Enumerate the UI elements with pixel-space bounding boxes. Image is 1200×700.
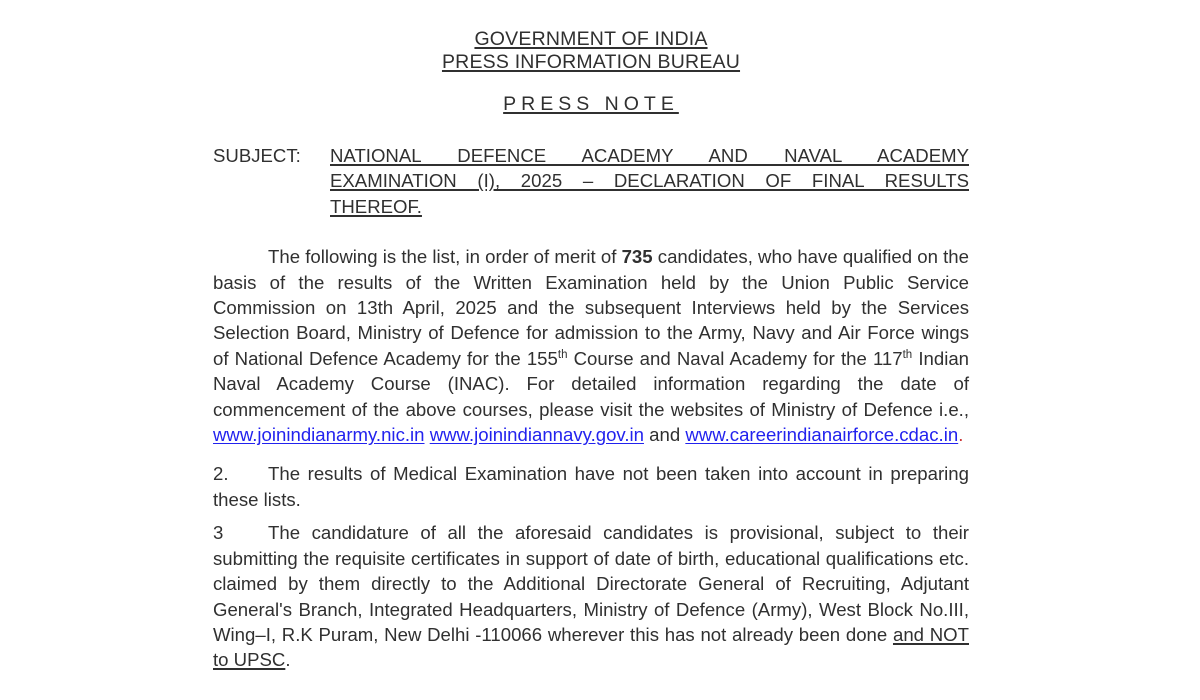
career-indian-airforce-link[interactable]: www.careerindianairforce.cdac.in xyxy=(685,424,959,446)
press-note-heading: PRESS NOTE xyxy=(503,93,679,115)
subject-line-3-text: THEREOF. xyxy=(330,195,422,217)
not-to-upsc-emphasis: and NOT to UPSC xyxy=(213,623,969,671)
ordinal-superscript-117: th xyxy=(902,348,913,361)
para1-text-5: and xyxy=(643,424,686,446)
press-note-document xyxy=(213,28,969,673)
ordinal-superscript-155: th xyxy=(557,348,568,361)
subject-line-1-text: NATIONAL DEFENCE ACADEMY AND NAVAL ACADEMY xyxy=(330,145,969,166)
para1-text-4: Indian Naval Academy Course (INAC). For detailed information regarding the date of commencement of the above courses, please visit the websites of Ministry of Defence i.e., xyxy=(213,347,970,420)
subject-line-3 xyxy=(330,194,969,219)
para2-number: 2. xyxy=(213,463,229,485)
paragraph-3 xyxy=(213,520,969,672)
para2-text: The results of Medical Examination have not been taken into account in preparing these lists. xyxy=(213,463,969,510)
join-indian-navy-link[interactable]: www.joinindiannavy.gov.in xyxy=(429,424,644,446)
header-line-2 xyxy=(213,51,969,74)
join-indian-army-link[interactable]: www.joinindianarmy.nic.in xyxy=(213,424,425,446)
paragraph-1 xyxy=(213,244,969,447)
subject-line-2-text: EXAMINATION (I), 2025 – DECLARATION OF FINAL RESULTS xyxy=(330,170,969,192)
subject-label: SUBJECT: xyxy=(213,145,301,166)
candidate-count: 735 xyxy=(621,246,653,268)
para1-text-3: Course and Naval Academy for the 117 xyxy=(567,347,903,369)
subject-text xyxy=(330,143,969,219)
para1-text-2: candidates, who have qualified on the basis of the results of the Written Examination held by the Union Public Service Commission on 13th April, 2025 and the subsequent Interviews held by the Services Selection Board, Ministry of Defence for admission to the Army, Navy and Air Force wings of National Defence Academy for the 155 xyxy=(213,246,969,369)
para3-end-period: . xyxy=(285,649,291,671)
paragraph-2 xyxy=(213,461,969,512)
para1-text: The following is the list, in order of merit of xyxy=(268,246,622,268)
press-note-heading-row xyxy=(213,93,969,116)
subject-line-1 xyxy=(330,143,969,168)
government-of-india-title: GOVERNMENT OF INDIA xyxy=(474,28,708,50)
para3-text: The candidature of all the aforesaid candidates is provisional, subject to their submitting the requisite certificates in support of date of birth, educational qualifications etc. claimed by them directly to the Additional Directorate General of Recruiting, Adjutant General's Branch, Integrated Headquarters, Ministry of Defence (Army), West Block No.III, Wing–I, R.K Puram, New Delhi -110066 wherever this has not already been done xyxy=(213,522,969,645)
subject-line-2 xyxy=(330,168,969,193)
press-information-bureau-title: PRESS INFORMATION BUREAU xyxy=(441,51,741,73)
header-line-1 xyxy=(213,28,969,51)
para1-end-period: . xyxy=(958,424,964,446)
para3-number: 3 xyxy=(213,522,224,544)
subject-block xyxy=(213,143,969,219)
